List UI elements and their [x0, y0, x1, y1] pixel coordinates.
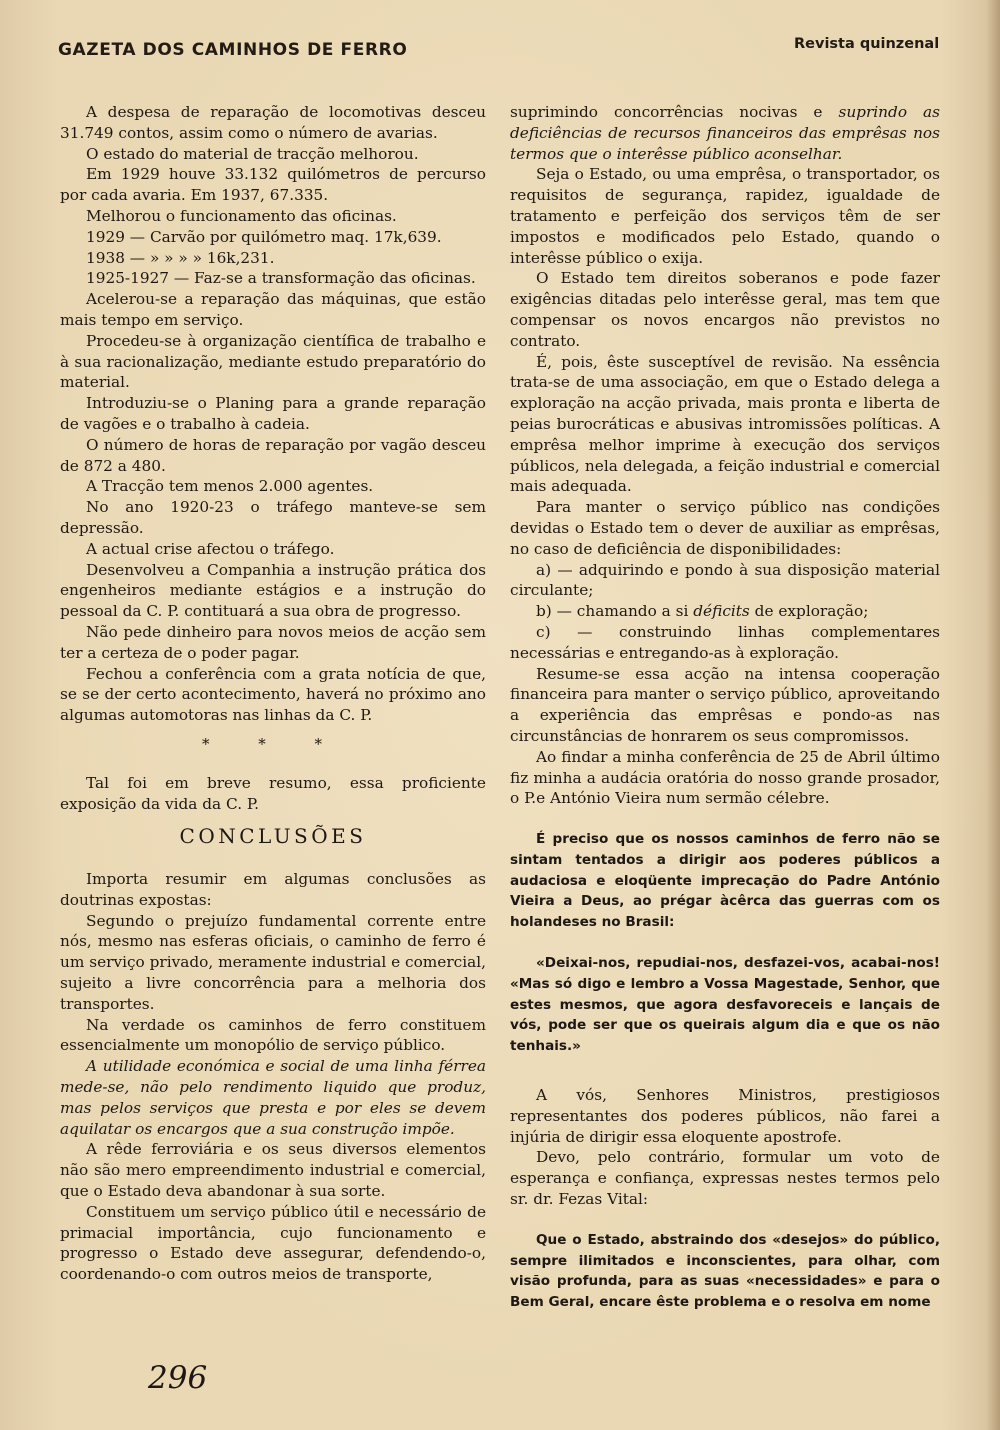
page-edge-shadow [986, 0, 1000, 1430]
paragraph: 1938 — » » » » 16k,231. [86, 248, 275, 267]
paragraph: Procedeu-se à organização científica de trabalho e à sua racionalização, mediante estudo preparatório do material. [60, 331, 486, 392]
section-heading: CONCLUSÕES [179, 824, 367, 849]
list-item [510, 601, 940, 622]
paragraph: Para manter o serviço público nas condições devidas o Estado tem o dever de auxiliar as emprêsas, no caso de deficiência de disponibilidades: [510, 498, 940, 558]
paragraph: Seja o Estado, ou uma emprêsa, o transportador, os requisitos de segurança, rapidez, igualdade de tratamento e perfeição dos serviços têm de ser impostos e modificados pelo Estado, quando o interêsse público o exija. [510, 165, 940, 267]
paragraph: Acelerou-se a reparação das máquinas, que estão mais tempo em serviço. [60, 290, 486, 329]
paragraph: 1929 — Carvão por quilómetro maq. 17k,639. [86, 227, 442, 246]
spacer [510, 809, 940, 829]
bold-paragraph: É preciso que os nossos caminhos de ferro não se sintam tentados a dirigir aos poderes públicos a audaciosa e eloqüente imprecação do Padre António Vieira a Deus, ao prégar àcêrca das guerras com os holandeses no Brasil: [510, 831, 940, 931]
paragraph: Constituem um serviço público útil e necessário de primacial importância, cujo funcionamento e progresso o Estado deve assegurar, defendendo-o, coordenando-o com outros meios de transporte, [60, 1202, 486, 1284]
paragraph: A actual crise afectou o tráfego. [86, 539, 335, 558]
list-item: a) — adquirindo e pondo à sua disposição material circulante; [510, 560, 940, 600]
paragraph: É, pois, êste susceptível de revisão. Na essência trata-se de uma associação, em que o Estado delega a exploração na acção privada, mais pronta e liberta de peias burocráticas e abusivas intromissões políticas. A emprêsa melhor imprime à execução dos serviços públicos, nela delegada, a feição industrial e comercial mais adequada. [510, 352, 940, 496]
paragraph [510, 102, 940, 164]
paragraph: Desenvolveu a Companhia a instrução prática dos engenheiros mediante estágios e a instrução do pessoal da C. P. contituará a sua obra de progresso. [60, 560, 486, 621]
paragraph: Melhorou o funcionamento das oficinas. [86, 206, 397, 225]
list-item-text: de exploração; [754, 602, 869, 621]
paragraph-text: suprimindo concorrências nocivas e [510, 103, 823, 121]
paragraph: A vós, Senhores Ministros, prestigiosos representantes dos poderes públicos, não farei a injúria de dirigir essa eloquente apostrofe. [510, 1086, 940, 1146]
paragraph: A rêde ferroviária e os seus diversos elementos não são mero empreendimento industrial e comercial, que o Estado deva abandonar à sua sorte. [60, 1140, 486, 1201]
list-item: c) — construindo linhas complementares necessárias e entregando-as à exploração. [510, 622, 940, 662]
spacer [510, 1057, 940, 1085]
paragraph: Resume-se essa acção na intensa cooperação financeira para manter o serviço público, aproveitando a experiência das emprêsas e pondo-as nas circunstâncias de honrarem os seus compromissos. [510, 664, 940, 745]
list-item-text: b) — chamando a si [536, 602, 689, 621]
paragraph: O número de horas de reparação por vagão desceu de 872 a 480. [60, 435, 486, 475]
spacer [510, 1210, 940, 1230]
italic-text: suprindo as deficiências de recursos financeiros das emprêsas nos termos que o interêsse público aconselhar. [510, 103, 940, 163]
paragraph: Na verdade os caminhos de ferro constituem essencialmente um monopólio de serviço público. [60, 1015, 486, 1055]
paragraph: O Estado tem direitos soberanos e pode fazer exigências ditadas pelo interêsse geral, mas tem que compensar os novos encargos não previstos no contrato. [510, 269, 940, 350]
paragraph: A despesa de reparação de locomotivas desceu 31.749 contos, assim como o número de avarias. [60, 103, 486, 142]
right-column [510, 102, 940, 1313]
left-column [60, 102, 486, 1285]
italic-text: déficits [693, 602, 750, 621]
paragraph: 1925-1927 — Faz-se a transformação das oficinas. [86, 269, 476, 288]
magazine-subtitle: Revista quinzenal [794, 36, 940, 52]
italic-paragraph: A utilidade económica e social de uma linha férrea mede-se, não pelo rendimento liquido que produz, mas pelos serviços que presta e por eles se devem aquilatar os encargos que a sua construção impõe. [60, 1057, 486, 1138]
spacer [510, 933, 940, 953]
section-separator: * * * [201, 734, 345, 753]
paragraph: Ao findar a minha conferência de 25 de Abril último fiz minha a audácia oratória do nosso grande prosador, o P.e António Vieira num sermão célebre. [510, 747, 940, 808]
paragraph: Não pede dinheiro para novos meios de acção sem ter a certeza de o poder pagar. [60, 622, 486, 662]
paragraph: Importa resumir em algumas conclusões as doutrinas expostas: [60, 870, 486, 909]
paragraph: Fechou a conferência com a grata notícia de que, se se der certo acontecimento, haverá no próximo ano algumas automotoras nas linhas da C. P. [60, 664, 486, 725]
paragraph: Em 1929 houve 33.132 quilómetros de percurso por cada avaria. Em 1937, 67.335. [60, 165, 486, 205]
paragraph: O estado do material de tracção melhorou. [86, 144, 419, 163]
paragraph: Segundo o prejuízo fundamental corrente entre nós, mesmo nas esferas oficiais, o caminho de ferro é um serviço privado, meramente industrial e comercial, sujeito a livre concorrência para a melhoria dos transportes. [60, 911, 486, 1013]
magazine-title: GAZETA DOS CAMINHOS DE FERRO [58, 40, 408, 60]
paragraph: Introduziu-se o Planing para a grande reparação de vagões e o trabalho à cadeia. [60, 394, 486, 433]
paragraph: A Tracção tem menos 2.000 agentes. [86, 477, 374, 496]
page-number: 296 [148, 1360, 208, 1396]
bold-paragraph: Que o Estado, abstraindo dos «desejos» do público, sempre ilimitados e inconscientes, para olhar, com visão profunda, para as suas «necessidades» e para o Bem Geral, encare êste problema e o resolva em nome [510, 1231, 940, 1311]
paragraph: No ano 1920-23 o tráfego manteve-se sem depressão. [60, 498, 486, 537]
summary-paragraph: Tal foi em breve resumo, essa proficiente exposição da vida da C. P. [60, 773, 486, 813]
paragraph: Devo, pelo contrário, formular um voto de esperança e confiança, expressas nestes termos pelo sr. dr. Fezas Vital: [510, 1148, 940, 1209]
bold-quote: «Deixai-nos, repudiai-nos, desfazei-vos, acabai-nos! «Mas só digo e lembro a Vossa Magestade, Senhor, que estes mesmos, que agora desfavoreceis e lançais de vós, pode ser que os queirais algum dia e que os não tenhais.» [510, 955, 940, 1055]
